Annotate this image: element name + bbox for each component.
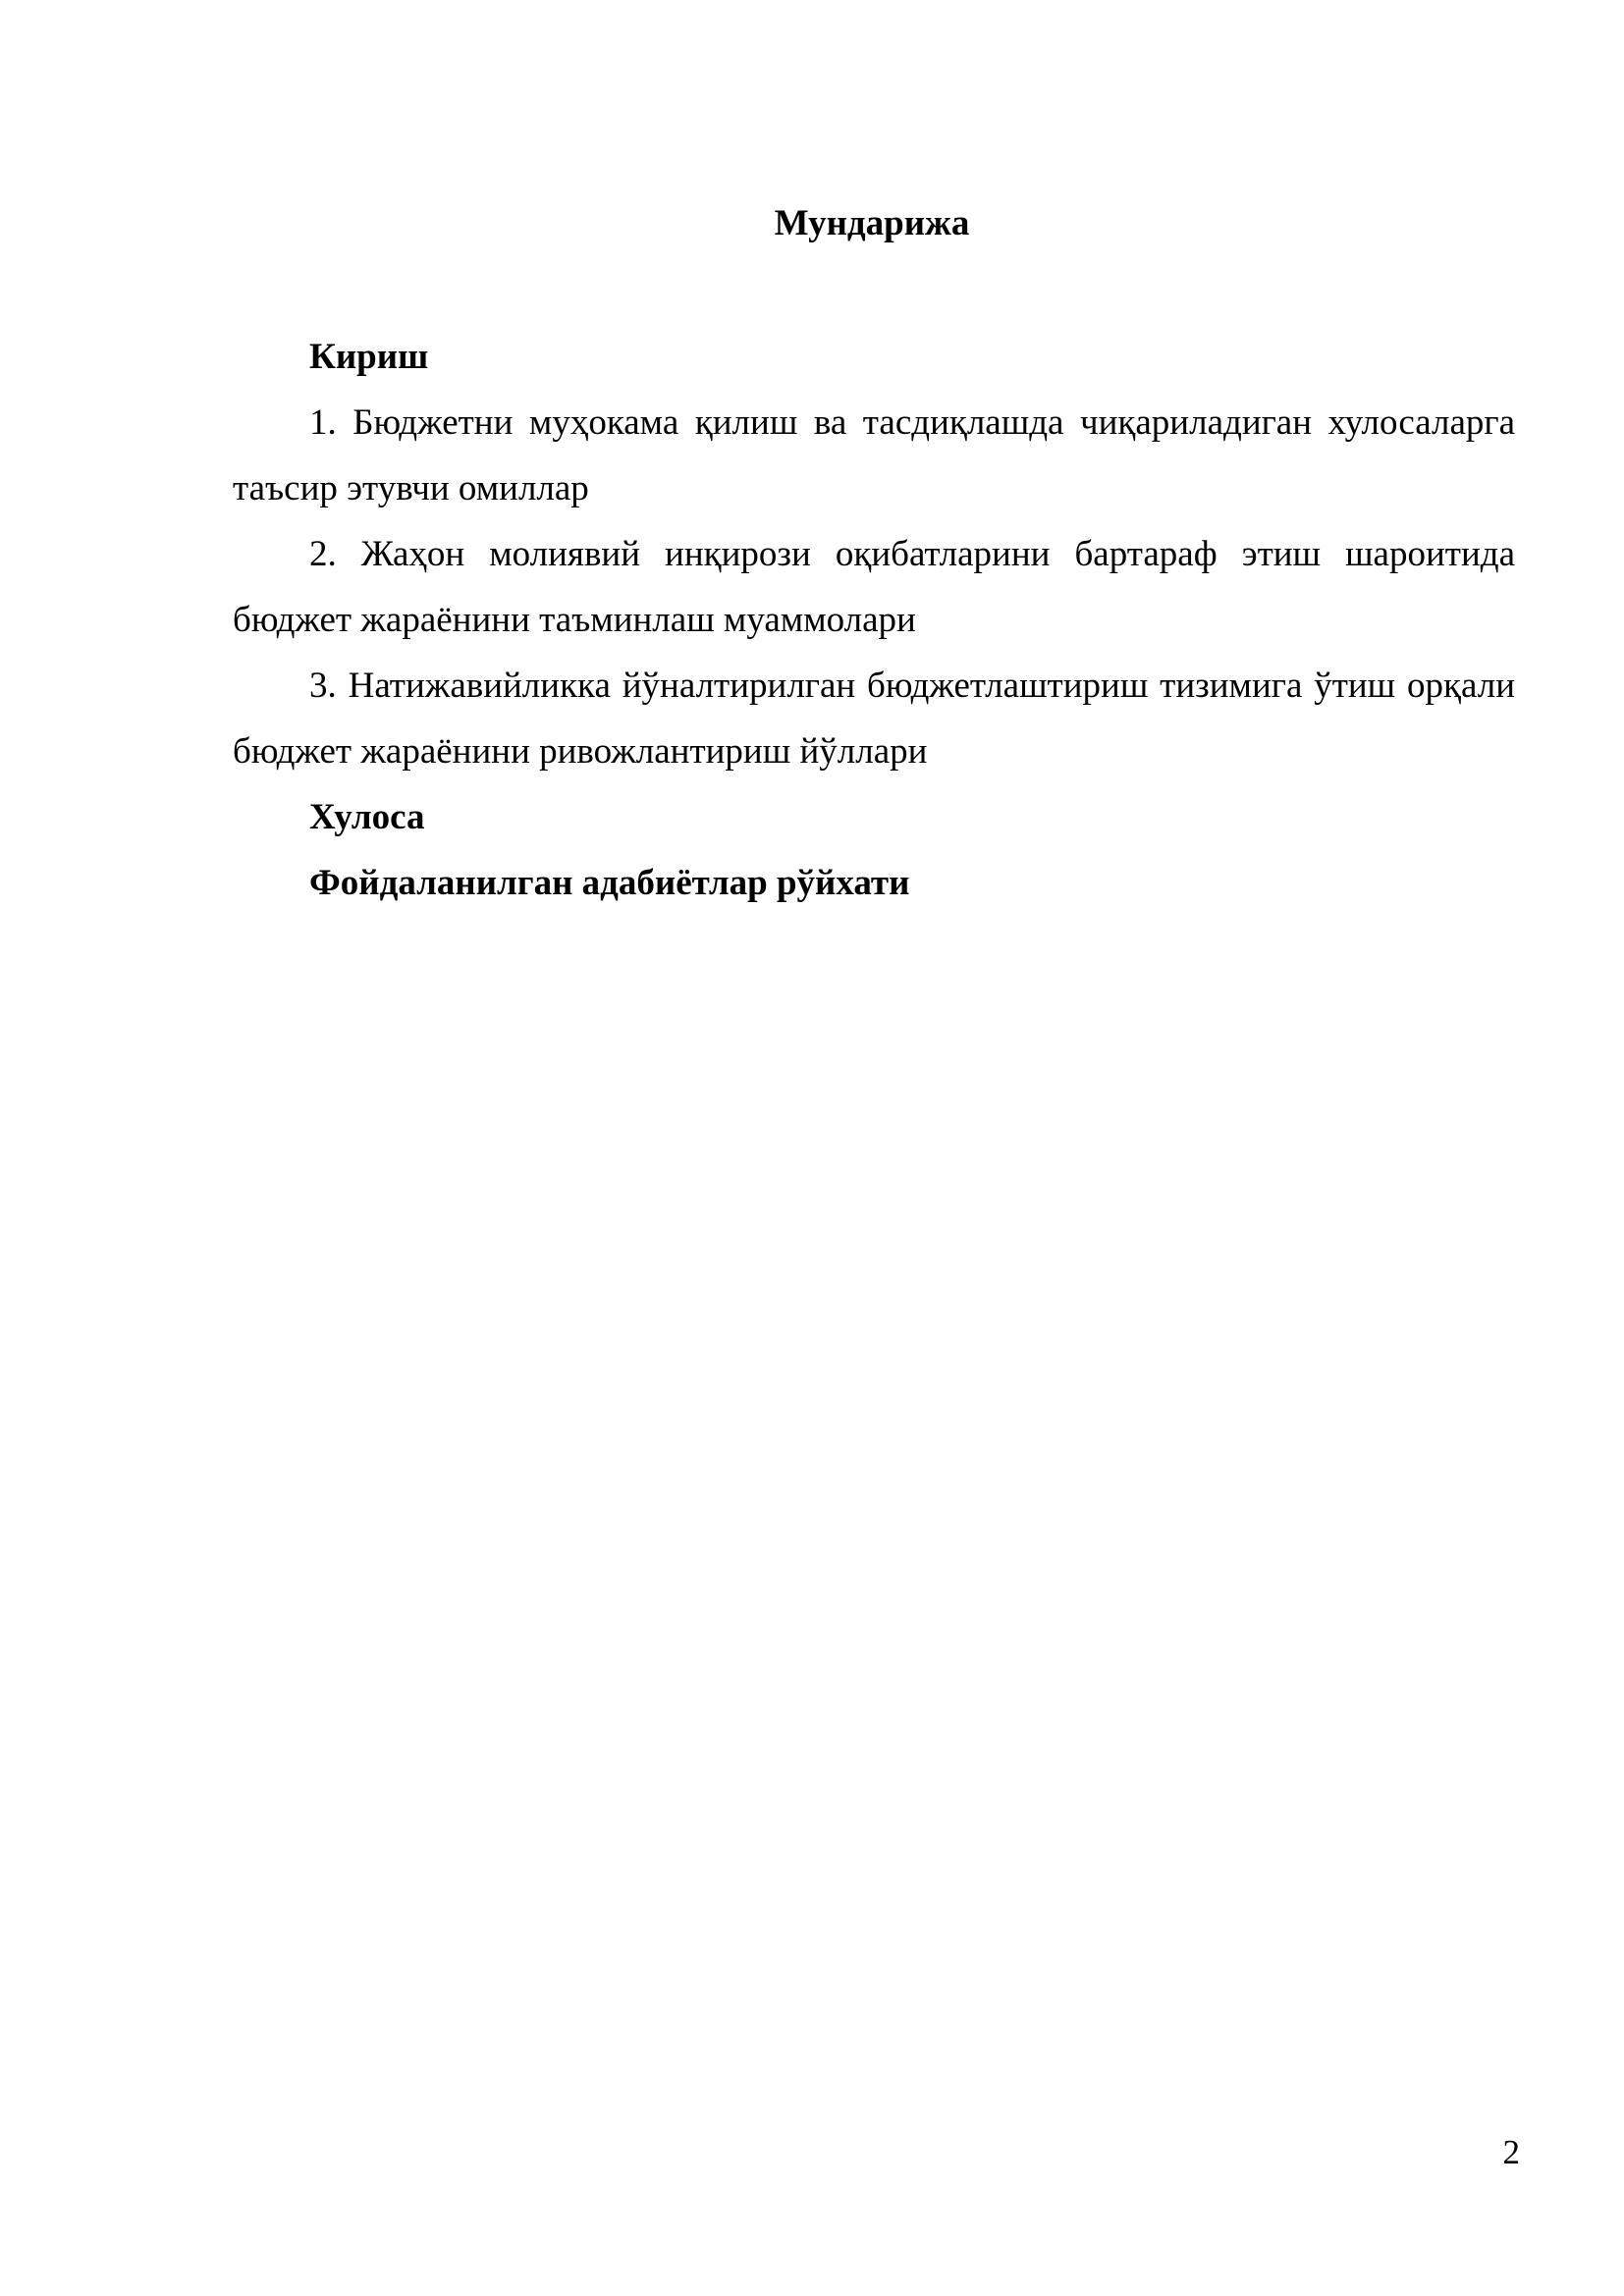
toc-item-1: 1. Бюджетни муҳокама қилиш ва тасдиқлашда чиқариладиган хулосаларга таъсир этувчи омиллар [233,402,1515,508]
toc-item-2: 2. Жаҳон молиявий инқирози оқибатларини бартараф этиш шароитида бюджет жараёнини таъминлаш муаммолари [233,534,1515,640]
toc-item-3: 3. Натижавийликка йўналтирилган бюджетлаштириш тизимига ўтиш орқали бюджет жараёнини ривожлантириш йўллари [233,666,1515,772]
table-of-contents [233,324,1515,916]
page-number: 2 [1502,2133,1520,2171]
toc-conclusion: Хулоса [309,797,425,837]
page-title: Мундарижа [774,203,970,243]
toc-references: Фойдаланилган адабиётлар рўйхати [309,863,910,903]
toc-introduction: Кириш [309,337,429,377]
